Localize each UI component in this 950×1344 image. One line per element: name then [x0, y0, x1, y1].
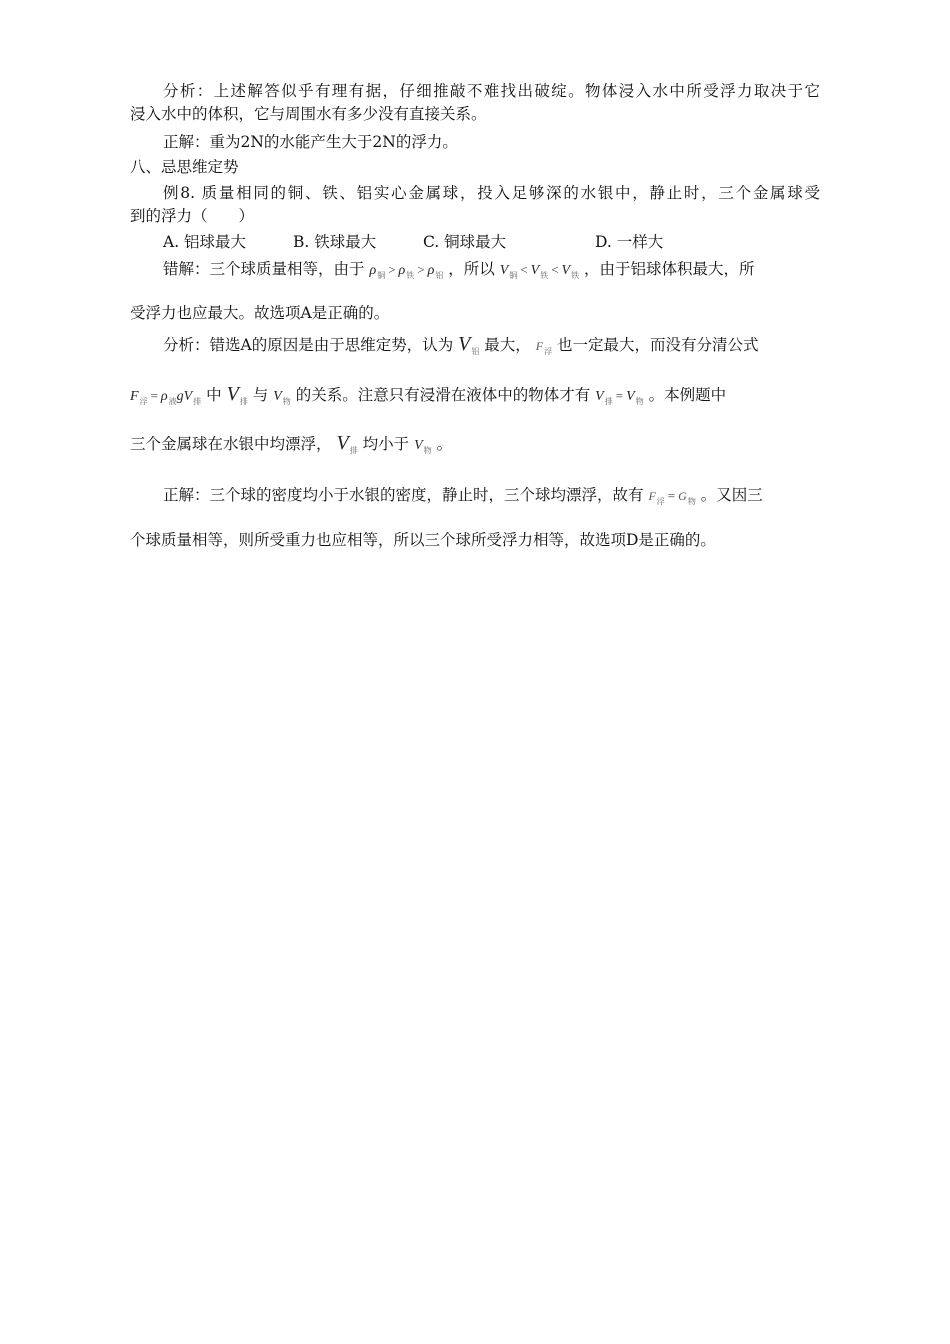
formula-archimedes: $F_浮 = \rho_液gV_排$ [130, 388, 202, 406]
analysis-text-6: 的关系。注意只有浸滑在液体中的物体才有 [295, 386, 591, 404]
analysis-2-line-2 [130, 383, 820, 413]
formula-v-pai: $V_排$ [226, 383, 248, 406]
example-question-line-1: 例8. 质量相同的铜、铁、铝实心金属球，投入足够深的水银中，静止时，三个金属球受 [163, 184, 820, 202]
section-heading: 八、忌思维定势 [130, 158, 239, 176]
analysis-text-2: 最大， [484, 336, 531, 354]
correct-solution-line-2: 个球质量相等，则所受重力也应相等，所以三个球所受浮力相等，故选项D是正确的。 [130, 531, 716, 549]
wrong-solution-line-1 [163, 258, 823, 287]
analysis-text-3: 也一定最大，而没有分清公式 [557, 336, 759, 354]
analysis-2-line-3 [130, 432, 820, 462]
formula-v-pai-eq-v-wu: $V_排 = V_物$ [595, 388, 644, 406]
paragraph-correct-1: 正解：重为2N的水能产生大于2N的浮力。 [163, 133, 458, 151]
formula-density-order: $\rho_铜 > \rho_铁 > \rho_铝$ [369, 262, 444, 280]
wrong-text-1: 错解：三个球质量相等，由于 [163, 260, 365, 278]
example-question-line-2: 到的浮力（ ） [130, 207, 255, 225]
choice-b: B. 铁球最大 [293, 233, 377, 251]
wrong-text-2: ，所以 [448, 260, 495, 278]
choice-d: D. 一样大 [595, 233, 664, 251]
analysis-text-5: 与 [252, 386, 269, 404]
formula-v-pai-2: $V_排$ [336, 432, 358, 455]
analysis-2-line-1 [163, 333, 823, 363]
analysis-text-10: 。 [436, 435, 453, 453]
correct-solution-line-1 [163, 484, 823, 513]
choice-a: A. 铝球最大 [163, 233, 247, 251]
analysis-text-9: 均小于 [362, 435, 410, 453]
analysis-text-8: 三个金属球在水银中均漂浮， [130, 435, 332, 453]
analysis-text-4: 中 [206, 386, 222, 404]
paragraph-analysis-1-line-1: 分析：上述解答似乎有理有据，仔细推敲不难找出破绽。物体浸入水中所受浮力取决于它 [163, 82, 820, 100]
formula-volume-order: $V_铜 < V_铁 < V_铁$ [499, 262, 580, 280]
paragraph-analysis-1-line-2: 浸入水中的体积，它与周围水有多少没有直接关系。 [130, 105, 487, 123]
analysis-text-1: 分析：错选A的原因是由于思维定势，认为 [163, 336, 454, 354]
correct-text-1: 正解：三个球的密度均小于水银的密度，静止时，三个球均漂浮，故有 [163, 486, 644, 504]
correct-text-2: 。又因三 [700, 486, 763, 504]
formula-v-lv: $V_铝$ [458, 333, 480, 356]
formula-f-fu: $F_浮$ [535, 339, 553, 356]
choices-row [163, 231, 820, 253]
analysis-text-7: 。本例题中 [648, 386, 727, 404]
formula-f-eq-g: $F_浮 = G_物$ [648, 488, 696, 506]
wrong-solution-line-2: 受浮力也应最大。故选项A是正确的。 [130, 304, 390, 322]
formula-v-wu: $V_物$ [273, 389, 291, 406]
wrong-text-3: ，由于铝球体积最大，所 [584, 260, 755, 278]
formula-v-wu-2: $V_物$ [414, 438, 432, 455]
choice-c: C. 铜球最大 [423, 233, 507, 251]
